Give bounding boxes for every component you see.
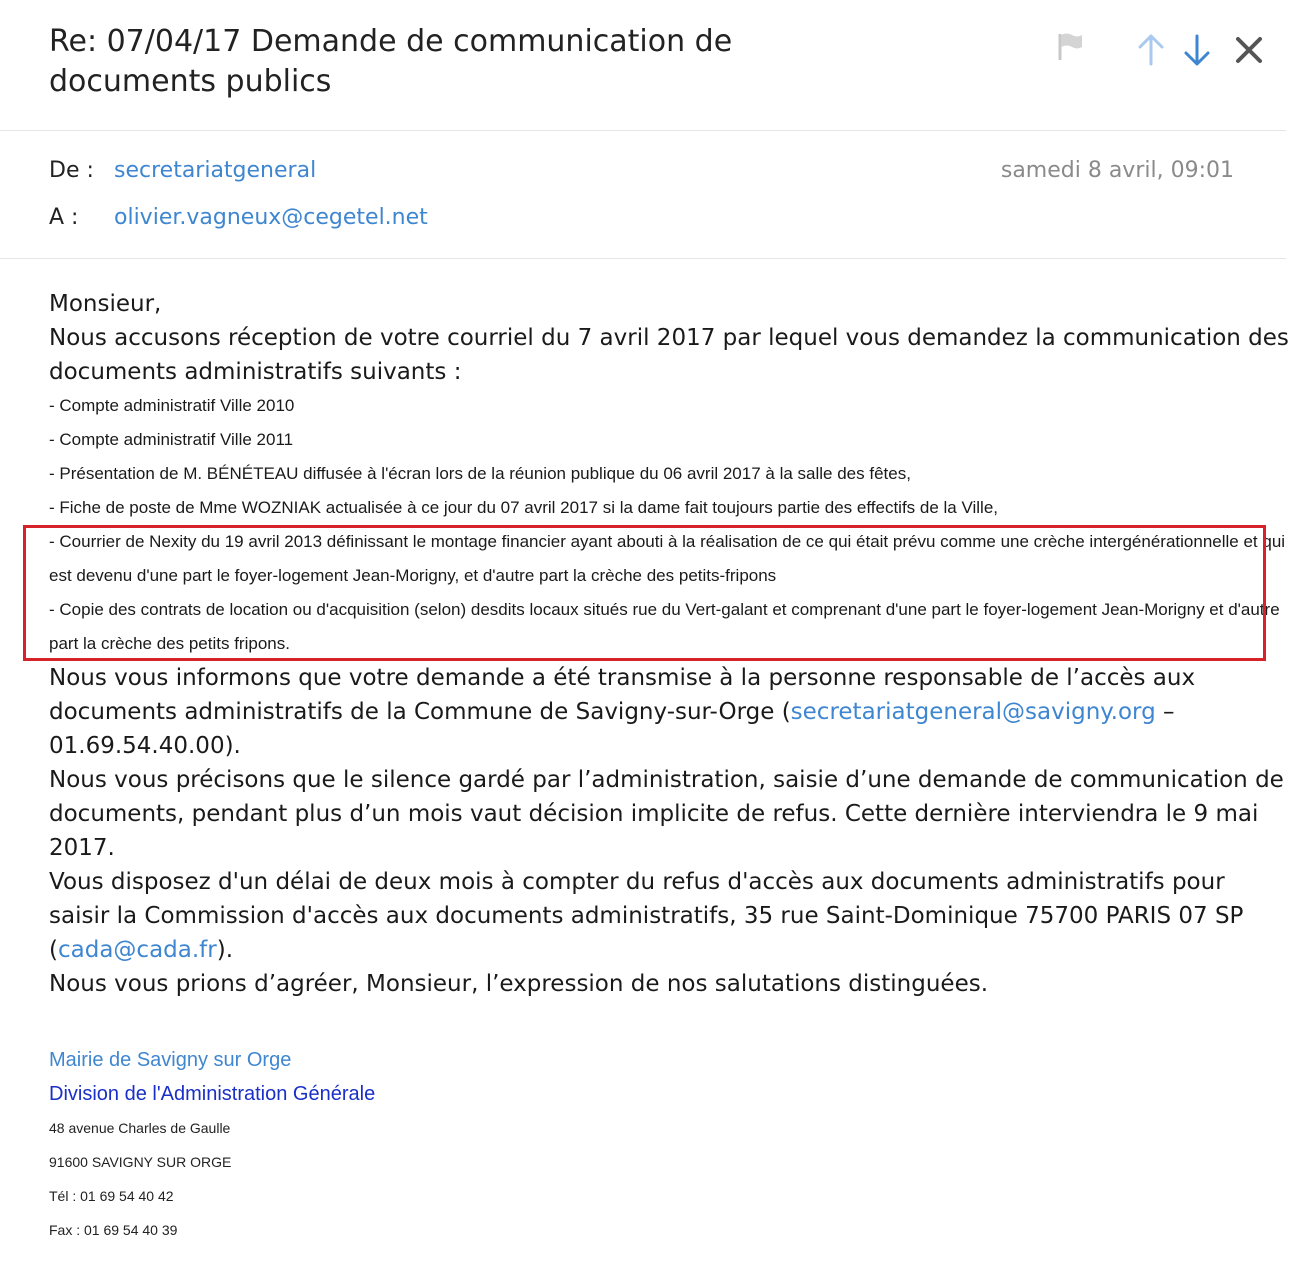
list-item: - Copie des contrats de location ou d'acquisition (selon) desdits locaux situés rue du Vert-galant et comprenant d'une part le foyer-logement Jean-Morigny et d'autre part la crèche des petits fripons. xyxy=(49,600,1280,653)
previous-message-button[interactable] xyxy=(1134,30,1168,70)
intro-paragraph: Nous accusons réception de votre courriel du 7 avril 2017 par lequel vous demandez la communication des documents administratifs suivants : xyxy=(49,325,1289,385)
signature-fax: Fax : 01 69 54 40 39 xyxy=(49,1222,178,1238)
next-message-button[interactable] xyxy=(1180,30,1214,70)
list-item: - Présentation de M. BÉNÉTEAU diffusée à l'écran lors de la réunion publique du 06 avril 2017 à la salle des fêtes, xyxy=(49,464,911,483)
email-link-secretariat[interactable]: secretariatgeneral@savigny.org xyxy=(790,699,1156,725)
paragraph-text: – 01.69.54.40.00). xyxy=(49,699,1175,759)
flag-button[interactable] xyxy=(1054,30,1088,70)
flag-icon xyxy=(1054,30,1088,64)
greeting: Monsieur, xyxy=(49,291,162,317)
message-date: samedi 8 avril, 09:01 xyxy=(1000,158,1234,183)
message-body xyxy=(49,287,1289,1001)
paragraph-silence: Nous vous précisons que le silence gardé par l’administration, saisie d’une demande de communication de documents, pendant plus d’un mois vaut décision implicite de refus. Cette dernière interviendra le 9 mai 2017. xyxy=(49,767,1284,861)
signature-city: 91600 SAVIGNY SUR ORGE xyxy=(49,1154,232,1170)
list-item: - Fiche de poste de Mme WOZNIAK actualisée à ce jour du 07 avril 2017 si la dame fait toujours partie des effectifs de la Ville, xyxy=(49,498,999,517)
email-link-cada[interactable]: cada@cada.fr xyxy=(57,937,217,963)
close-icon xyxy=(1232,30,1266,70)
from-sender-link[interactable]: secretariatgeneral xyxy=(114,158,317,183)
closing-paragraph: Nous vous prions d’agréer, Monsieur, l’expression de nos salutations distinguées. xyxy=(49,971,989,997)
list-item: - Compte administratif Ville 2011 xyxy=(49,430,294,449)
paragraph-text: ). xyxy=(216,937,234,963)
paragraph-cada xyxy=(49,865,1289,967)
body-divider xyxy=(0,258,1286,259)
from-label: De : xyxy=(49,158,94,183)
email-subject: Re: 07/04/17 Demande de communication de documents publics xyxy=(49,24,733,99)
signature-organization: Mairie de Savigny sur Orge xyxy=(49,1049,292,1071)
to-recipient-link[interactable]: olivier.vagneux@cegetel.net xyxy=(114,205,428,230)
header-divider xyxy=(0,130,1286,131)
to-label: A : xyxy=(49,205,79,230)
close-button[interactable] xyxy=(1232,30,1266,70)
signature xyxy=(49,1043,375,1247)
paragraph-transmission xyxy=(49,661,1289,763)
paragraph-text: Nous vous informons que votre demande a été transmise à la personne responsable de l’accès aux documents administratifs de la Commune de Savigny-sur-Orge ( xyxy=(49,665,1196,725)
signature-phone: Tél : 01 69 54 40 42 xyxy=(49,1188,174,1204)
arrow-up-icon xyxy=(1134,30,1168,70)
arrow-down-icon xyxy=(1180,30,1214,70)
paragraph-text: Vous disposez d'un délai de deux mois à compter du refus d'accès aux documents administratifs pour saisir la Commission d'accès aux documents administratifs, 35 rue Saint-Dominique 75700 PARIS 07 SP ( xyxy=(49,869,1244,963)
list-item: - Courrier de Nexity du 19 avril 2013 définissant le montage financier ayant abouti à la réalisation de ce qui était prévu comme une crèche intergénérationnelle et qui est devenu d'une part le foyer-logement Jean-Morigny, et d'autre part la crèche des petits-fripons xyxy=(49,532,1286,585)
signature-division: Division de l'Administration Générale xyxy=(49,1083,376,1105)
list-item: - Compte administratif Ville 2010 xyxy=(49,396,295,415)
signature-address: 48 avenue Charles de Gaulle xyxy=(49,1120,231,1136)
